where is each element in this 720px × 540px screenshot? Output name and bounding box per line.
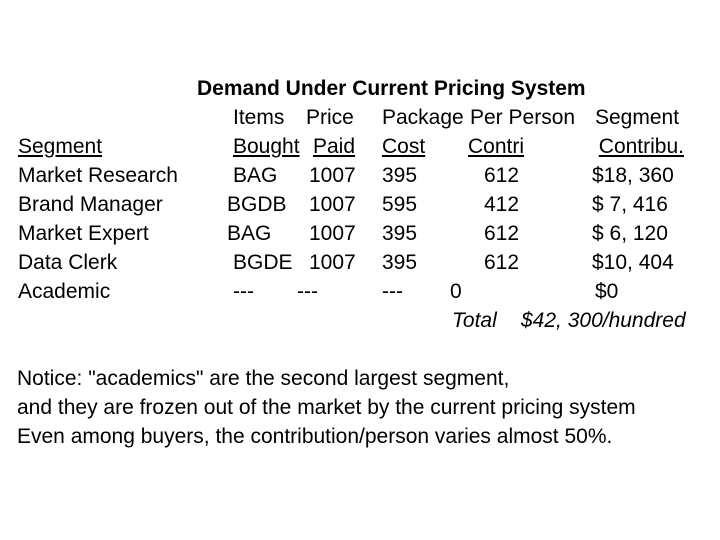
total-value: $42, 300/hundred <box>521 309 686 332</box>
table-row-segment: Brand Manager <box>18 193 163 216</box>
table-row-contri: 0 <box>450 280 462 303</box>
table-row-price: --- <box>297 280 318 303</box>
table-row-items: BGDB <box>227 193 287 216</box>
table-row-contri: 612 <box>484 222 520 245</box>
header-package: Package <box>382 106 464 129</box>
table-row-cost: 395 <box>382 222 418 245</box>
table-row-contri: 612 <box>484 164 520 187</box>
page-title: Demand Under Current Pricing System <box>197 77 586 100</box>
table-row-cost: --- <box>382 280 403 303</box>
table-row-segment: Market Expert <box>18 222 149 245</box>
table-row-cost: 595 <box>382 193 418 216</box>
table-row-cost: 395 <box>382 164 418 187</box>
table-row-price: 1007 <box>309 193 356 216</box>
table-row-items: BAG <box>233 164 278 187</box>
header-contribu: Contribu. <box>598 135 684 158</box>
notice-text <box>17 364 636 451</box>
table-row-price: 1007 <box>309 164 356 187</box>
table-row-price: 1007 <box>309 251 356 274</box>
table-row-segment: Data Clerk <box>18 251 118 274</box>
table-row-cost: 395 <box>382 251 418 274</box>
table-row-contribution: $ 6, 120 <box>592 222 668 245</box>
notice-line: and they are frozen out of the market by the current pricing system <box>17 396 636 419</box>
table-row-contri: 412 <box>484 193 520 216</box>
header-bought: Bought <box>233 135 300 158</box>
header-segment-contribution: Segment <box>595 106 680 129</box>
table-row-price: 1007 <box>309 222 356 245</box>
table-row-segment: Academic <box>18 280 111 303</box>
table-row-segment: Market Research <box>18 164 178 187</box>
notice-line: Notice: "academics" are the second largest segment, <box>17 367 510 390</box>
table-row-contribution: $0 <box>595 280 619 303</box>
header-paid: Paid <box>313 135 356 158</box>
table-row-contribution: $18, 360 <box>592 164 674 187</box>
header-contri: Contri <box>467 135 525 158</box>
header-segment: Segment <box>18 135 103 158</box>
table-row-contribution: $ 7, 416 <box>592 193 668 216</box>
header-items: Items <box>233 106 285 129</box>
table-row-items: BGDE <box>233 251 293 274</box>
header-cost: Cost <box>382 135 426 158</box>
notice-line: Even among buyers, the contribution/person varies almost 50%. <box>17 425 613 448</box>
table-row-items: BAG <box>227 222 272 245</box>
header-per-person: Per Person <box>470 106 576 129</box>
table-row-items: --- <box>233 280 254 303</box>
table-row-contri: 612 <box>484 251 520 274</box>
header-price: Price <box>306 106 354 129</box>
total-label: Total <box>452 309 497 332</box>
table-row-contribution: $10, 404 <box>592 251 674 274</box>
